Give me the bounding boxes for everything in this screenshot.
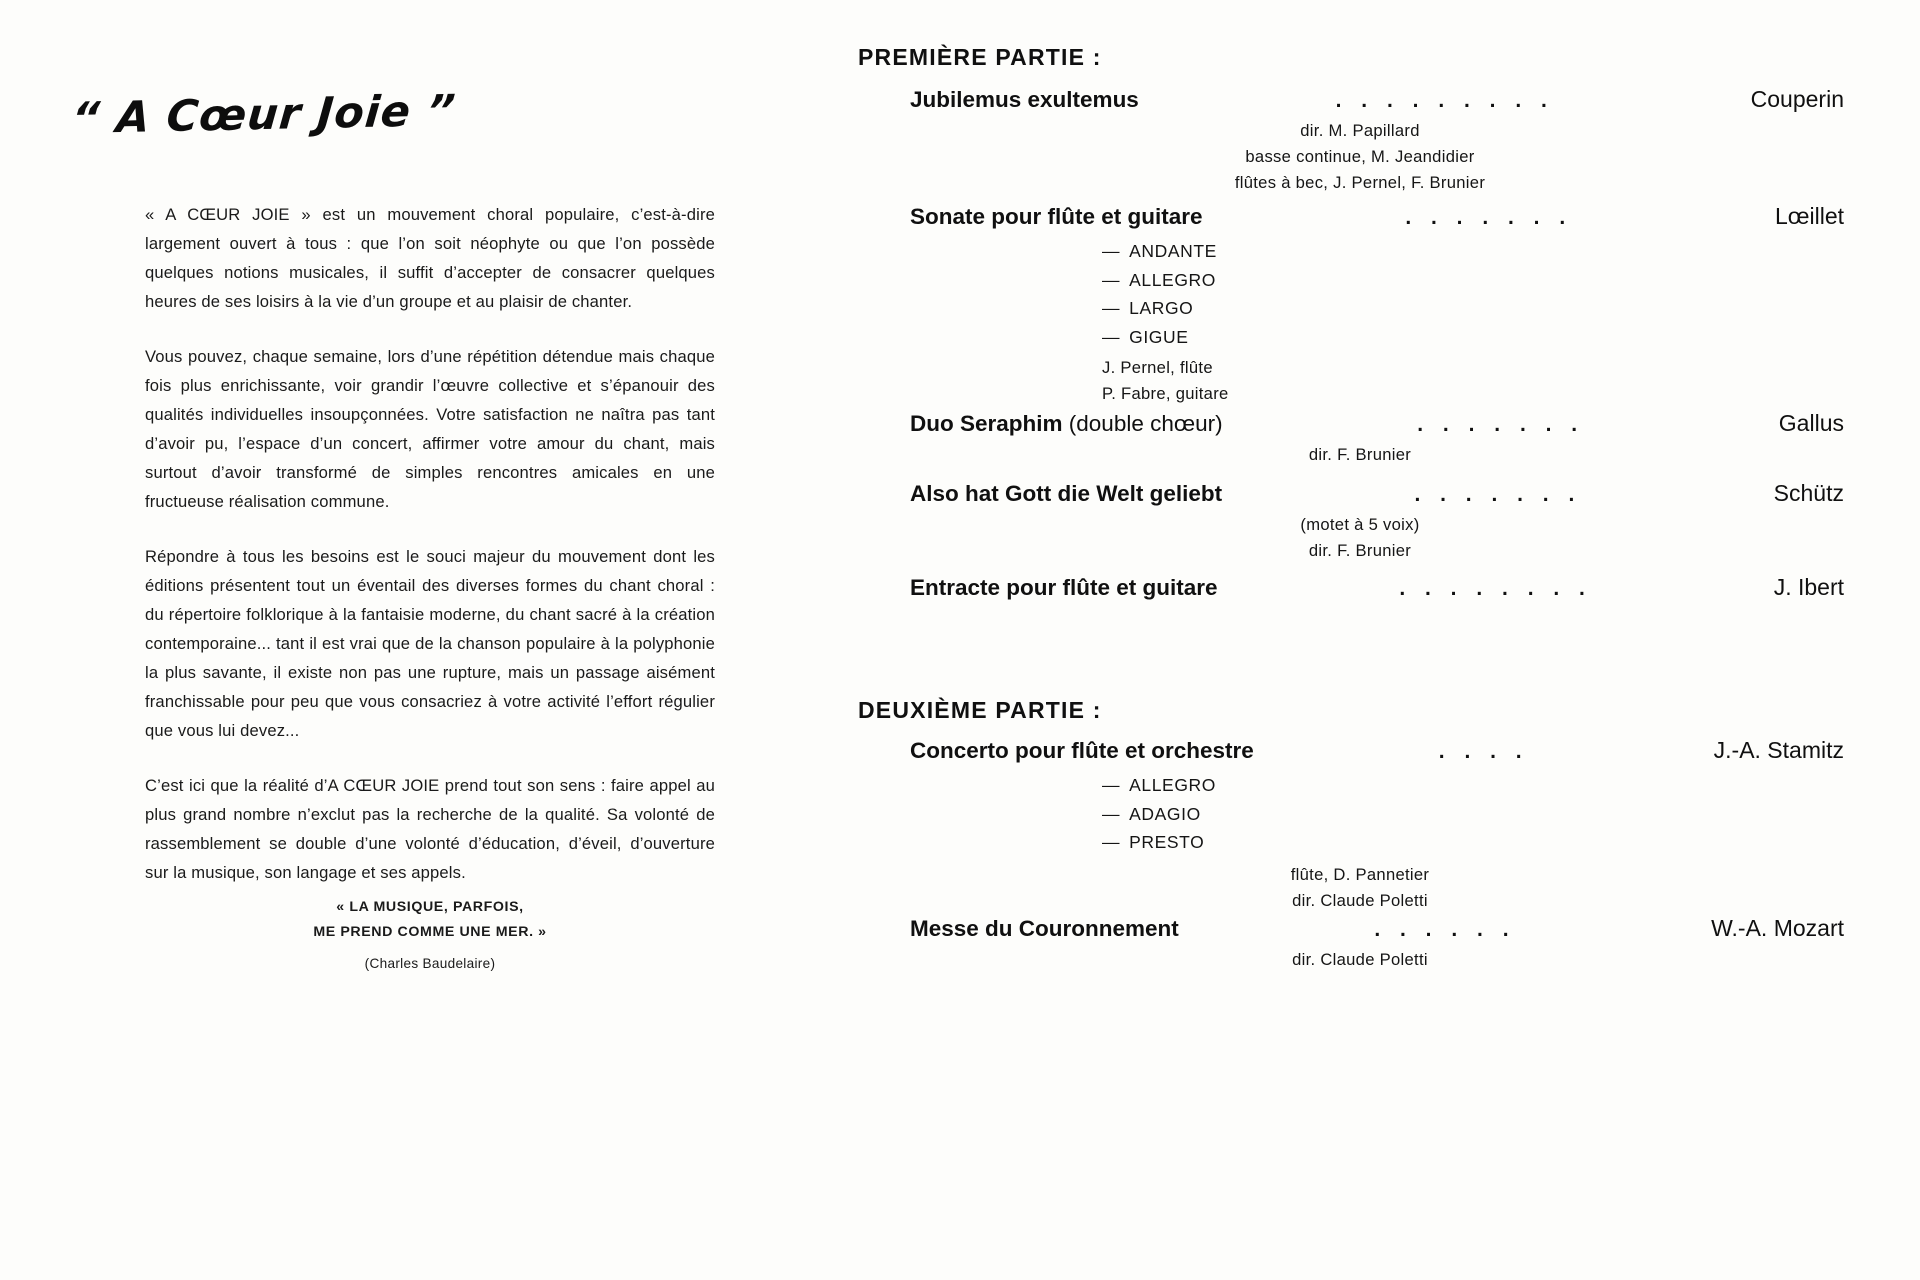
credit-line: dir. F. Brunier xyxy=(1308,541,1412,560)
movement-label: ANDANTE xyxy=(1129,241,1217,261)
program-entry xyxy=(840,737,1880,914)
credit-line: dir. Claude Poletti xyxy=(1292,950,1428,969)
leader-dots: . . . . . . . xyxy=(1405,206,1573,229)
page-title: “ A Cœur Joie ” xyxy=(69,85,458,145)
work-title: Also hat Gott die Welt geliebt xyxy=(910,481,1223,506)
movement-item xyxy=(1102,323,1880,352)
quote-author: (Charles Baudelaire) xyxy=(364,956,496,971)
movement-list xyxy=(840,237,1880,351)
dash-marker: — xyxy=(1102,269,1121,290)
quote-line-1: « LA MUSIQUE, PARFOIS, xyxy=(336,899,524,915)
paragraph: Répondre à tous les besoins est le souci majeur du mouvement dont les éditions présentent tout un éventail des diverses formes du chant choral : du répertoire folklorique à la fantaisie moderne, du chant sacré à la création contemporaine... tant il est vrai que de la chanson populaire à la polyphonie la plus savante, il existe non pas une rupture, mais un passage aisément franchissable pour peu que vous consacriez à votre activité l’effort régulier que vous lui devez... xyxy=(145,547,715,740)
credit-line: flûtes à bec, J. Pernel, F. Brunier xyxy=(1234,173,1486,192)
leader-dots: . . . . . . xyxy=(1374,918,1516,941)
movement-label: GIGUE xyxy=(1129,326,1189,347)
movement-label: ADAGIO xyxy=(1129,803,1201,824)
dash-marker: — xyxy=(1102,803,1121,824)
credit-line: flûte, D. Pannetier xyxy=(1290,864,1430,884)
left-column xyxy=(0,0,900,1280)
work-title: Jubilemus exultemus xyxy=(910,87,1139,112)
paragraph: Vous pouvez, chaque semaine, lors d’une répétition détendue mais chaque fois plus enrichissante, voir grandir l’œuvre collective et s’épanouir des qualités individuelles insoupçonnées. Votre satisfaction ne naîtra pas tant d’avoir pu, l’espace d’un concert, affirmer votre amour du chant, mais surtout d’avoir transformé de simples rencontres amicales en une fructueuse réalisation commune. xyxy=(145,347,715,511)
credit-line: P. Fabre, guitare xyxy=(1102,384,1229,403)
work-credits xyxy=(840,118,1880,196)
work-composer: W.-A. Mozart xyxy=(1711,915,1844,941)
program-entry xyxy=(840,410,1880,468)
movement-item xyxy=(1102,237,1880,266)
movement-label: ALLEGRO xyxy=(1129,775,1216,795)
quotation-block xyxy=(145,895,715,976)
work-composer: Couperin xyxy=(1750,86,1844,112)
work-title: Entracte pour flûte et guitare xyxy=(910,575,1218,600)
work-credits xyxy=(840,862,1880,914)
work-title xyxy=(910,411,1223,437)
credit-line: (motet à 5 voix) xyxy=(1300,515,1420,534)
program-entry xyxy=(840,203,1880,407)
work-composer: Schütz xyxy=(1773,480,1844,506)
leader-dots: . . . . xyxy=(1438,740,1529,763)
quote-line-2: ME PREND COMME UNE MER. » xyxy=(313,924,547,940)
program-entry xyxy=(840,915,1880,973)
work-credits xyxy=(840,442,1880,468)
credit-line: J. Pernel, flûte xyxy=(1102,358,1213,377)
program-entry-line xyxy=(840,915,1880,942)
dash-marker: — xyxy=(1102,775,1121,795)
program-entry-line xyxy=(840,86,1880,113)
program-entry xyxy=(840,480,1880,564)
work-title-main: Duo Seraphim xyxy=(910,411,1063,436)
movement-item xyxy=(1102,771,1880,800)
movement-list xyxy=(840,771,1880,857)
work-composer: J.-A. Stamitz xyxy=(1713,737,1844,763)
work-credits xyxy=(840,512,1880,564)
movement-label: PRESTO xyxy=(1129,832,1205,852)
leader-dots: . . . . . . . . xyxy=(1399,577,1592,600)
leader-dots: . . . . . . . xyxy=(1417,413,1585,436)
leader-dots: . . . . . . . . . xyxy=(1335,89,1554,112)
credit-line: dir. F. Brunier xyxy=(1308,445,1412,464)
intro-text xyxy=(145,200,715,887)
credit-line: dir. Claude Poletti xyxy=(1292,890,1428,910)
part-one-heading: PREMIÈRE PARTIE : xyxy=(858,44,1102,70)
work-title: Messe du Couronnement xyxy=(910,916,1179,941)
dash-marker: — xyxy=(1102,326,1121,347)
program-entry-line xyxy=(840,574,1880,601)
part-two-heading: DEUXIÈME PARTIE : xyxy=(858,697,1102,723)
program-column xyxy=(840,0,1920,1280)
work-composer: J. Ibert xyxy=(1773,574,1844,600)
movement-label: ALLEGRO xyxy=(1129,269,1216,290)
work-composer: Lœillet xyxy=(1774,203,1844,229)
movement-label: LARGO xyxy=(1129,298,1194,318)
credit-line: basse continue, M. Jeandidier xyxy=(1245,147,1475,166)
work-composer: Gallus xyxy=(1778,410,1844,436)
work-title: Concerto pour flûte et orchestre xyxy=(910,738,1254,763)
program-entry-line xyxy=(840,480,1880,507)
credit-line: dir. M. Papillard xyxy=(1300,121,1420,140)
dash-marker: — xyxy=(1102,241,1121,261)
movement-item xyxy=(1102,800,1880,829)
paragraph: « A CŒUR JOIE » est un mouvement choral populaire, c’est-à-dire largement ouvert à tous : que l’on soit néophyte ou que l’on possède quelques notions musicales, il suffit d’accepter de consacrer quelques heures de ses loisirs à la vie d’un groupe et au plaisir de chanter. xyxy=(145,205,715,311)
movement-item xyxy=(1102,294,1880,323)
program-entry-line xyxy=(840,203,1880,230)
program-entry-line xyxy=(840,737,1880,764)
dash-marker: — xyxy=(1102,832,1121,852)
program-entry xyxy=(840,574,1880,601)
program-entry xyxy=(840,86,1880,196)
paragraph: C’est ici que la réalité d’A CŒUR JOIE prend tout son sens : faire appel au plus grand nombre n’exclut pas la recherche de la qualité. Sa volonté de rassemblement se double d’une volonté d’éducation, d’éveil, d’ouverture sur la musique, son langage et ses appels. xyxy=(145,776,715,882)
program-entry-line xyxy=(840,410,1880,437)
work-credits xyxy=(840,947,1880,973)
work-title: Sonate pour flûte et guitare xyxy=(910,204,1203,229)
movement-item xyxy=(1102,828,1880,857)
movement-item xyxy=(1102,266,1880,295)
work-credits xyxy=(840,355,1880,407)
dash-marker: — xyxy=(1102,298,1121,318)
leader-dots: . . . . . . . xyxy=(1414,483,1582,506)
work-title-qualifier: (double chœur) xyxy=(1062,411,1223,436)
